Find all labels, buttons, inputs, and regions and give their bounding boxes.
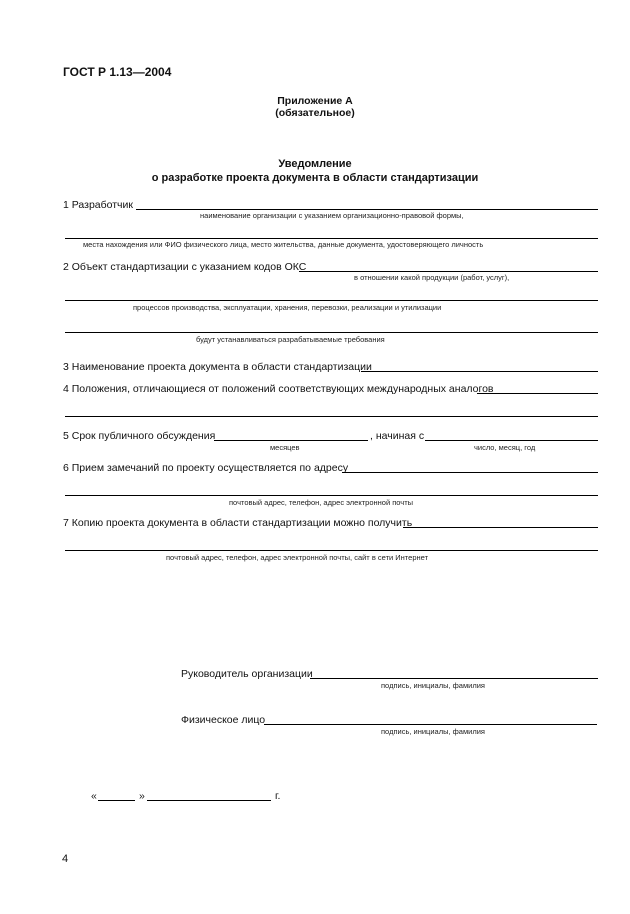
notice-title: Уведомление [278, 158, 352, 170]
provisions-field[interactable] [477, 393, 598, 394]
name-field[interactable] [361, 371, 598, 372]
appendix-title: Приложение А [277, 95, 353, 107]
discussion-months-field[interactable] [214, 440, 368, 441]
head-signature-caption: подпись, инициалы, фамилия [381, 681, 485, 690]
discussion-label: 5 Срок публичного обсуждения [63, 430, 216, 442]
comments-field-2[interactable] [65, 495, 598, 496]
copy-field[interactable] [403, 527, 598, 528]
object-caption-3: будут устанавливаться разрабатываемые требования [196, 335, 385, 344]
provisions-label: 4 Положения, отличающиеся от положений соответствующих международных аналогов [63, 383, 494, 395]
discussion-date-field[interactable] [425, 440, 598, 441]
object-field-2[interactable] [65, 300, 598, 301]
individual-signature-label: Физическое лицо [181, 714, 266, 726]
notice-subtitle: о разработке проекта документа в области стандартизации [151, 172, 479, 184]
developer-field-2[interactable] [65, 238, 598, 239]
document-code: ГОСТ Р 1.13—2004 [63, 65, 172, 79]
copy-caption: почтовый адрес, телефон, адрес электронной почты, сайт в сети Интернет [166, 553, 428, 562]
object-caption-2: процессов производства, эксплуатации, хранения, перевозки, реализации и утилизации [133, 303, 442, 312]
individual-signature-caption: подпись, инициалы, фамилия [381, 727, 485, 736]
date-month-field[interactable] [147, 800, 271, 801]
name-label: 3 Наименование проекта документа в области стандартизации [63, 361, 372, 373]
discussion-months-caption: месяцев [270, 443, 300, 452]
object-field[interactable] [299, 271, 598, 272]
comments-field[interactable] [342, 472, 598, 473]
head-signature-field[interactable] [310, 678, 598, 679]
individual-signature-field[interactable] [264, 724, 597, 725]
date-open-quote: « [91, 790, 97, 802]
provisions-field-2[interactable] [65, 416, 598, 417]
copy-label: 7 Копию проекта документа в области стандартизации можно получить [63, 517, 413, 529]
discussion-date-caption: число, месяц, год [474, 443, 536, 452]
object-caption-1: в отношении какой продукции (работ, услуг), [354, 273, 510, 282]
date-day-field[interactable] [98, 800, 135, 801]
comments-caption: почтовый адрес, телефон, адрес электронной почты [229, 498, 414, 507]
developer-field[interactable] [136, 209, 598, 210]
page-number: 4 [62, 853, 69, 865]
discussion-starting-text: , начиная с [370, 430, 425, 442]
appendix-subtitle: (обязательное) [275, 107, 355, 119]
date-close-quote: » [139, 790, 145, 802]
developer-caption-1: наименование организации с указанием организационно-правовой формы, [200, 211, 464, 220]
date-year-suffix: г. [275, 790, 281, 802]
developer-caption-2: места нахождения или ФИО физического лица, место жительства, данные документа, удостоверяющего личность [83, 240, 484, 249]
object-label: 2 Объект стандартизации с указанием кодов ОКС [63, 261, 307, 273]
object-field-3[interactable] [65, 332, 598, 333]
copy-field-2[interactable] [65, 550, 598, 551]
comments-label: 6 Прием замечаний по проекту осуществляется по адресу [63, 462, 349, 474]
developer-label: 1 Разработчик [63, 199, 133, 211]
head-signature-label: Руководитель организации [181, 668, 313, 680]
